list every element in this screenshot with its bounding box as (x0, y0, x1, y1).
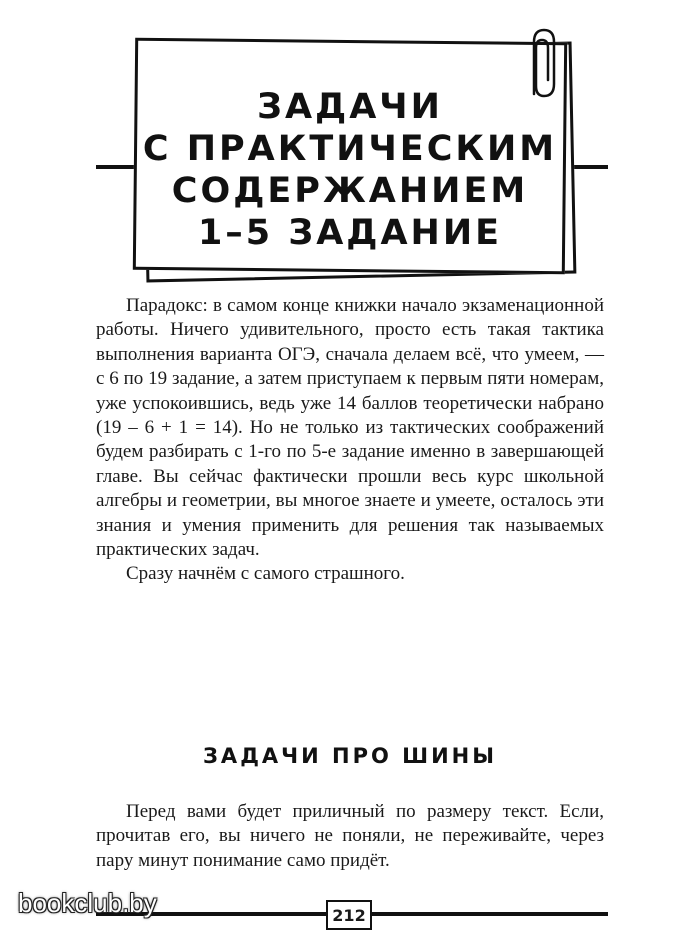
section-heading: ЗАДАЧИ ПРО ШИНЫ (203, 744, 497, 768)
section-text (96, 800, 604, 873)
intro-text (96, 294, 604, 587)
chapter-title (134, 86, 566, 254)
intro-paragraph: Сразу начнём с самого страшного. (126, 563, 405, 585)
footer-rule-right (372, 912, 608, 916)
chapter-title-line: С ПРАКТИЧЕСКИМ (142, 129, 558, 169)
section-paragraph: Перед вами будет приличный по размеру текст. Если, прочитав его, вы ничего не поняли, не переживайте, через пару минут понимание само придёт. (96, 801, 604, 871)
chapter-title-line: 1–5 ЗАДАНИЕ (197, 213, 503, 253)
intro-paragraph: Парадокс: в самом конце книжки начало экзаменационной работы. Ничего удивительного, просто есть такая тактика выполнения варианта ОГЭ, сначала делаем всё, что умеем, — с 6 по 19 задание, а затем приступаем к первым пяти номерам, уже успокоившись, ведь уже 14 баллов теоретически набрано (19 – 6 + 1 = 14). Но не только из тактических соображений будем разбирать с 1-го по 5-е задание именно в завершающей главе. Вы сейчас фактически прошли весь курс школьной алгебры и геометрии, вы многое знаете и умеете, осталось эти знания и умения применить для решения так называемых практических задач. (96, 295, 604, 561)
watermark-logo: bookclub.by (18, 888, 157, 918)
page-number: 212 (326, 900, 372, 930)
chapter-title-line: ЗАДАЧИ (257, 87, 443, 127)
chapter-title-line: СОДЕРЖАНИЕМ (171, 171, 529, 211)
